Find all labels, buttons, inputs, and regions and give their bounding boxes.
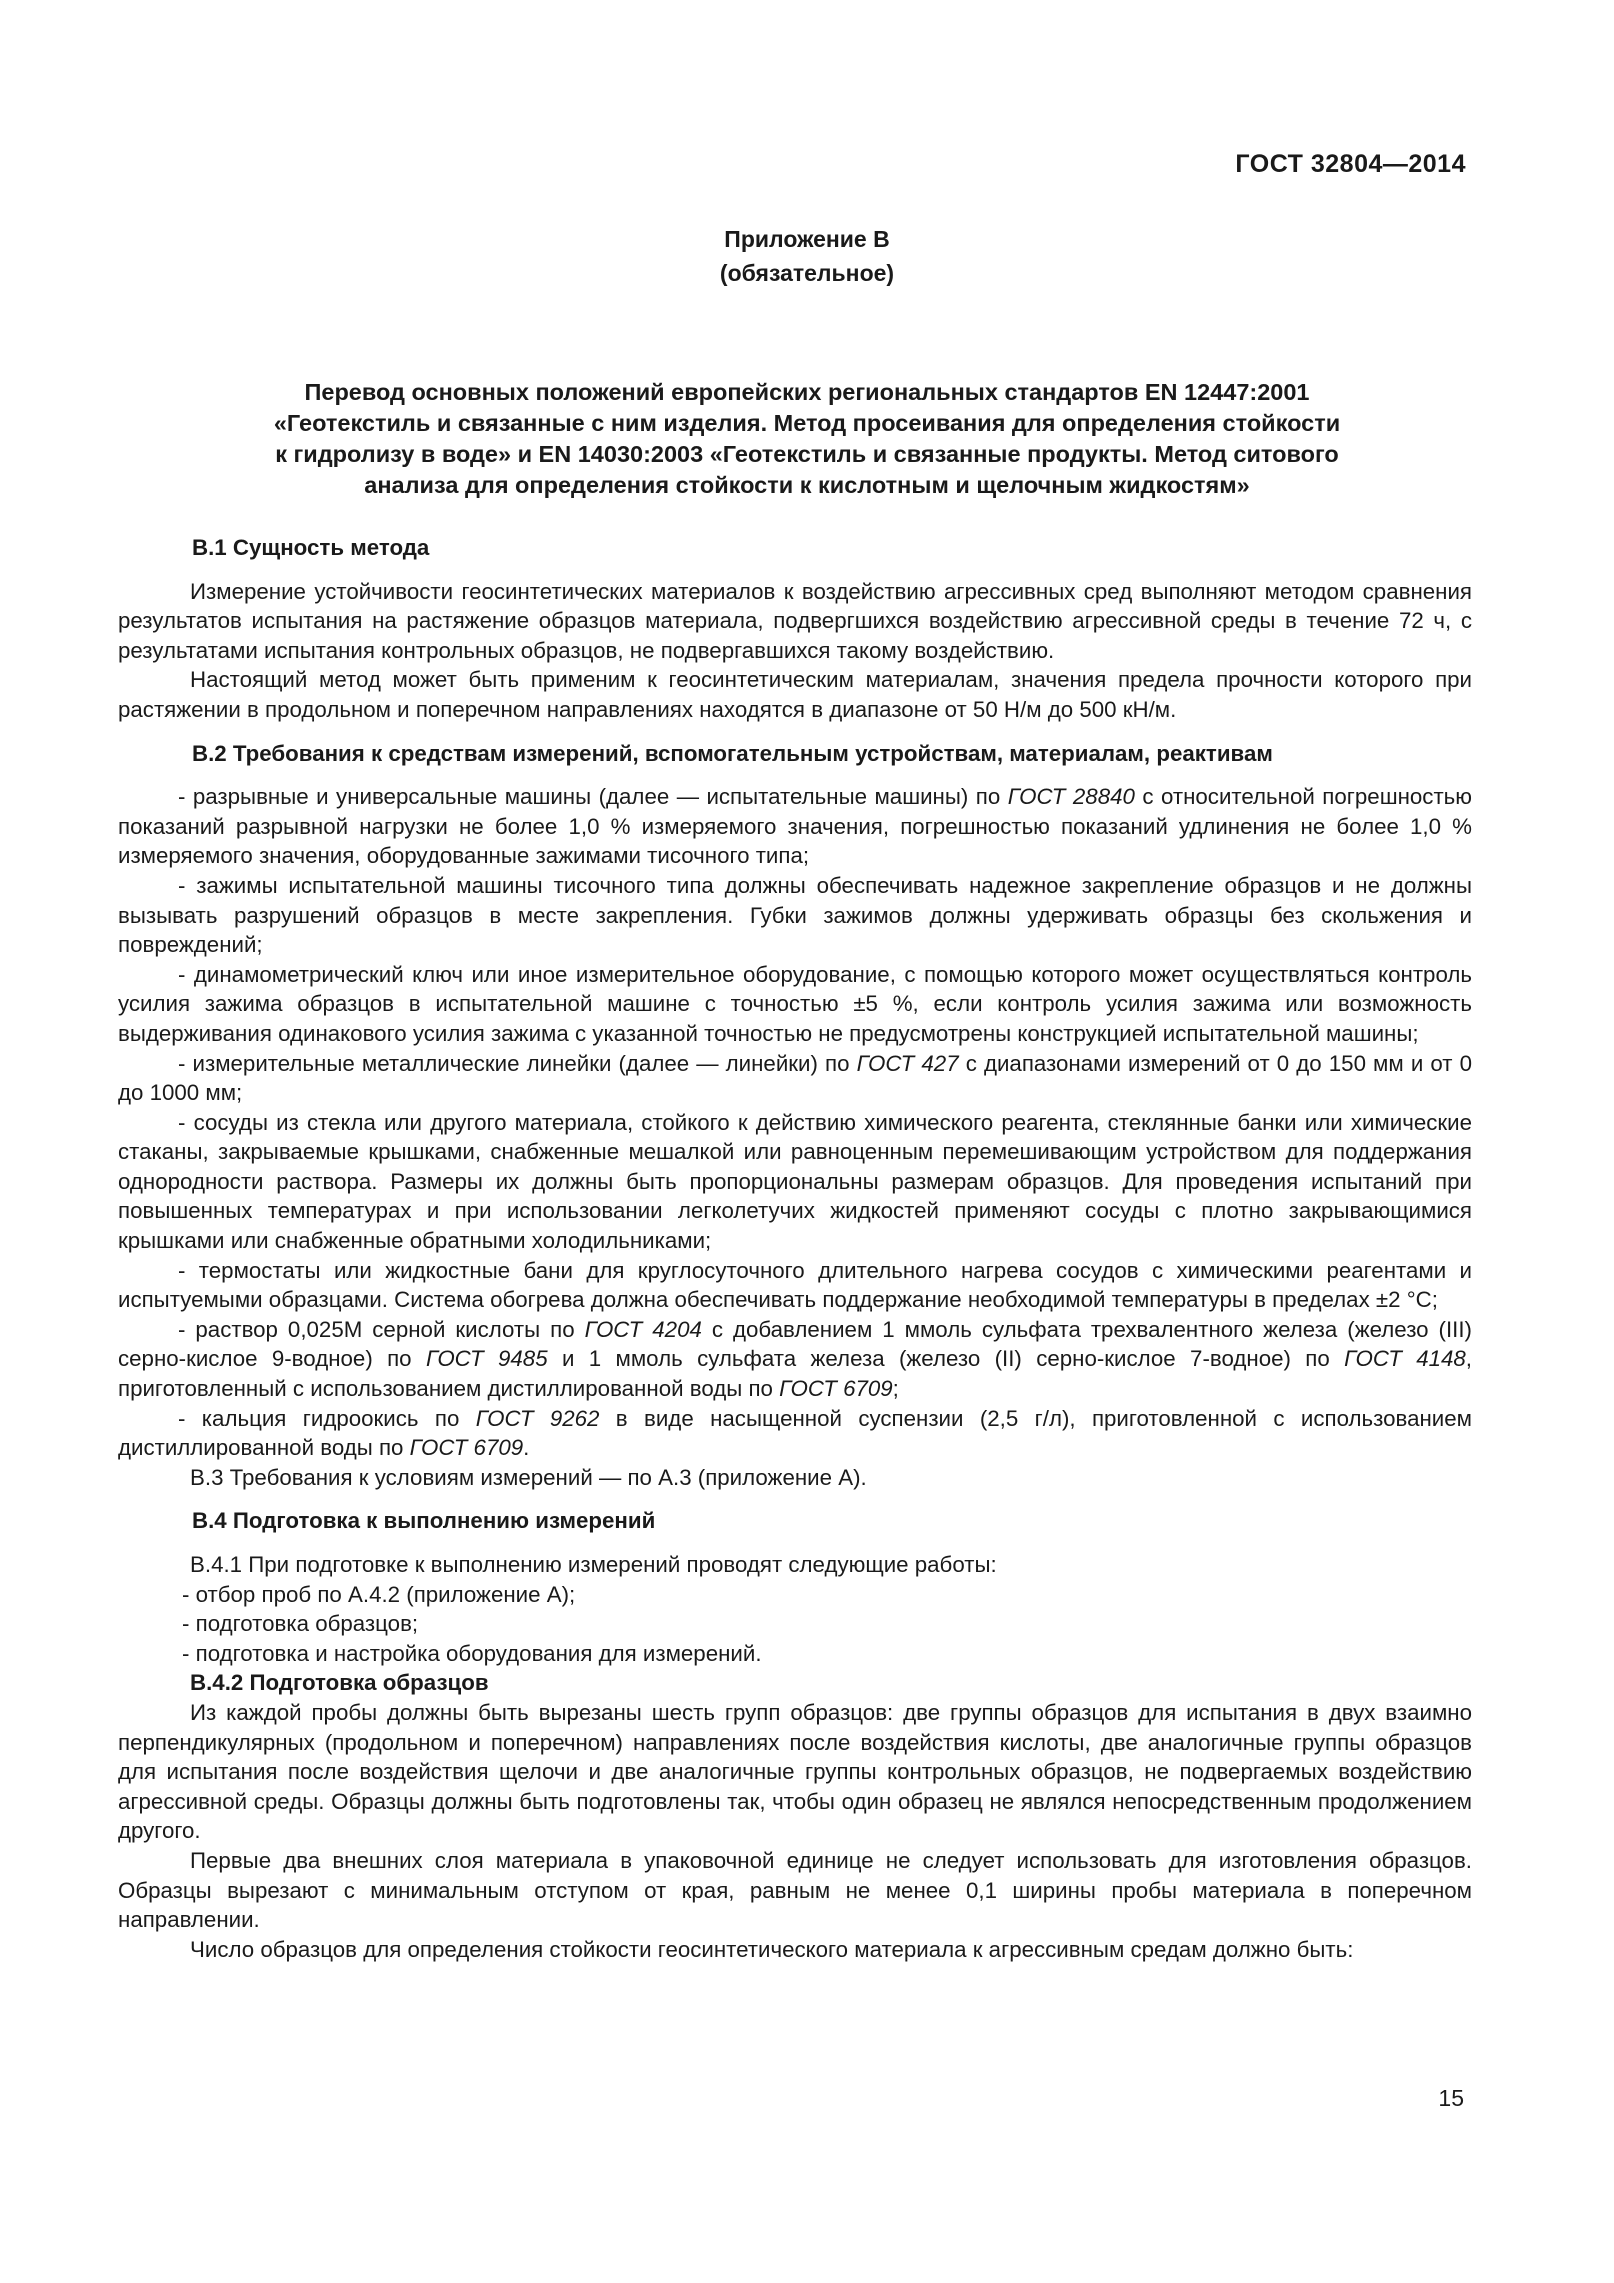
standard-reference: ГОСТ 9485 [425,1346,548,1372]
list-item: - отбор проб по А.4.2 (приложение А); [182,1581,576,1607]
standard-code: ГОСТ 32804—2014 [1235,150,1466,178]
paragraph: Измерение устойчивости геосинтетических материалов к воздействию агрессивных сред выполняют методом сравнения результатов испытания на растяжение образцов материала, подвергшихся воздействию агрессивной среды в течение 72 ч, с результатами испытания контрольных образцов, не подвергавшихся такому воздействию. [118,578,1472,663]
paragraph: В.4.1 При подготовке к выполнению измерений проводят следующие работы: [190,1552,997,1577]
paragraph: Первые два внешних слоя материала в упаковочной единице не следует использовать для изготовления образцов. Образцы вырезают с минимальным отступом от края, равным не менее 0,1 ширины пробы материала в поперечном направлении. [118,1847,1472,1933]
standard-reference: ГОСТ 28840 [1007,784,1135,810]
list-item: - измерительные металлические линейки (далее — линейки) по ГОСТ 427 с диапазонами измерений от 0 до 150 мм и от 0 до 1000 мм; [118,1050,1472,1106]
appendix-heading [0,222,1614,290]
list-item: - подготовка образцов; [182,1611,419,1637]
list-item: - подготовка и настройка оборудования для измерений. [182,1640,762,1666]
paragraph: Из каждой пробы должны быть вырезаны шесть групп образцов: две группы образцов для испытания в двух взаимно перпендикулярных (продольном и поперечном) направлениях после воздействия кислоты, две аналогичные группы образцов для испытания после воздействия щелочи и две аналогичные группы контрольных образцов, не подвергаемых воздействию агрессивной среды. Образцы должны быть подготовлены так, чтобы один образец не являлся непосредственным продолжением другого. [118,1699,1472,1844]
section-heading-b1: В.1 Сущность метода [192,535,430,560]
title-line: к гидролизу в воде» и EN 14030:2003 «Геотекстиль и связанные продукты. Метод ситового [275,441,1339,467]
list-item: - динамометрический ключ или иное измерительное оборудование, с помощью которого может осуществляться контроль усилия зажима образцов в испытательной машине с точностью ±5 %, если контроль усилия зажима или возможность выдерживания одинакового усилия зажима с указанной точностью не предусмотрены конструкцией испытательной машины; [118,961,1472,1046]
standard-reference: ГОСТ 427 [856,1050,959,1076]
list-item: - раствор 0,025М серной кислоты по ГОСТ 4204 с добавлением 1 ммоль сульфата трехвалентного железа (железо (III) серно-кислое 9-водное) по ГОСТ 9485 и 1 ммоль сульфата железа (железо (II) серно-кислое 7-водное) по ГОСТ 4148, приготовленный с использованием дистиллированной воды по ГОСТ 6709; [118,1316,1472,1402]
paragraph: Настоящий метод может быть применим к геосинтетическим материалам, значения предела прочности которого при растяжении в продольном и поперечном направлениях находятся в диапазоне от 50 Н/м до 500 кН/м. [118,667,1472,722]
list-item: - сосуды из стекла или другого материала, стойкого к действию химического реагента, стеклянные банки или химические стаканы, закрываемые крышками, снабженные мешалкой или равноценным перемешивающим устройством для поддержания однородности раствора. Размеры их должны быть пропорциональны размерам образцов. Для проведения испытаний при повышенных температурах и при использовании легколетучих жидкостей применяют сосуды с плотно закрывающимися крышками или снабженные обратными холодильниками; [118,1109,1472,1254]
standard-reference: ГОСТ 6709 [409,1435,524,1461]
page-number: 15 [1438,2085,1464,2111]
section-heading-b4: В.4 Подготовка к выполнению измерений [192,1508,656,1534]
standard-reference: ГОСТ 4148 [1344,1346,1466,1372]
paragraph-b3: В.3 Требования к условиям измерений — по А.3 (приложение А). [190,1464,867,1490]
standard-reference: ГОСТ 6709 [779,1376,893,1402]
list-item: - разрывные и универсальные машины (далее — испытательные машины) по ГОСТ 28840 с относительной погрешностью показаний разрывной нагрузки не более 1,0 % измеряемого значения, погрешностью показаний удлинения не более 1,0 % измеряемого значения, оборудованные зажимами тисочного типа; [118,784,1472,869]
appendix-main-title [140,377,1474,501]
section-heading-b2: В.2 Требования к средствам измерений, вспомогательным устройствам, материалам, реактивам [192,740,1273,766]
standard-reference: ГОСТ 4204 [584,1316,702,1342]
standard-reference: ГОСТ 9262 [475,1405,600,1431]
list-item: - термостаты или жидкостные бани для круглосуточного длительного нагрева сосудов с химическими реагентами и испытуемыми образцами. Система обогрева должна обеспечивать поддержание необходимой температуры в пределах ±2 °C; [118,1257,1472,1313]
list-item: - кальция гидроокись по ГОСТ 9262 в виде насыщенной суспензии (2,5 г/л), приготовленной с использованием дистиллированной воды по ГОСТ 6709. [118,1405,1472,1461]
appendix-title: Приложение В [724,226,890,252]
document-body [118,533,1472,1964]
title-line: «Геотекстиль и связанные с ним изделия. Метод просеивания для определения стойкости [273,410,1341,436]
paragraph: Число образцов для определения стойкости геосинтетического материала к агрессивным средам должно быть: [190,1936,1354,1962]
list-item: - зажимы испытательной машины тисочного типа должны обеспечивать надежное закрепление образцов и не должны вызывать разрушений образцов в месте закрепления. Губки зажимов должны удерживать образцы без скольжения и повреждений; [118,872,1472,958]
appendix-note: (обязательное) [719,260,895,286]
subsection-heading: В.4.2 Подготовка образцов [190,1670,489,1696]
title-line: анализа для определения стойкости к кислотным и щелочным жидкостям» [364,472,1250,498]
title-line: Перевод основных положений европейских региональных стандартов EN 12447:2001 [304,379,1310,405]
